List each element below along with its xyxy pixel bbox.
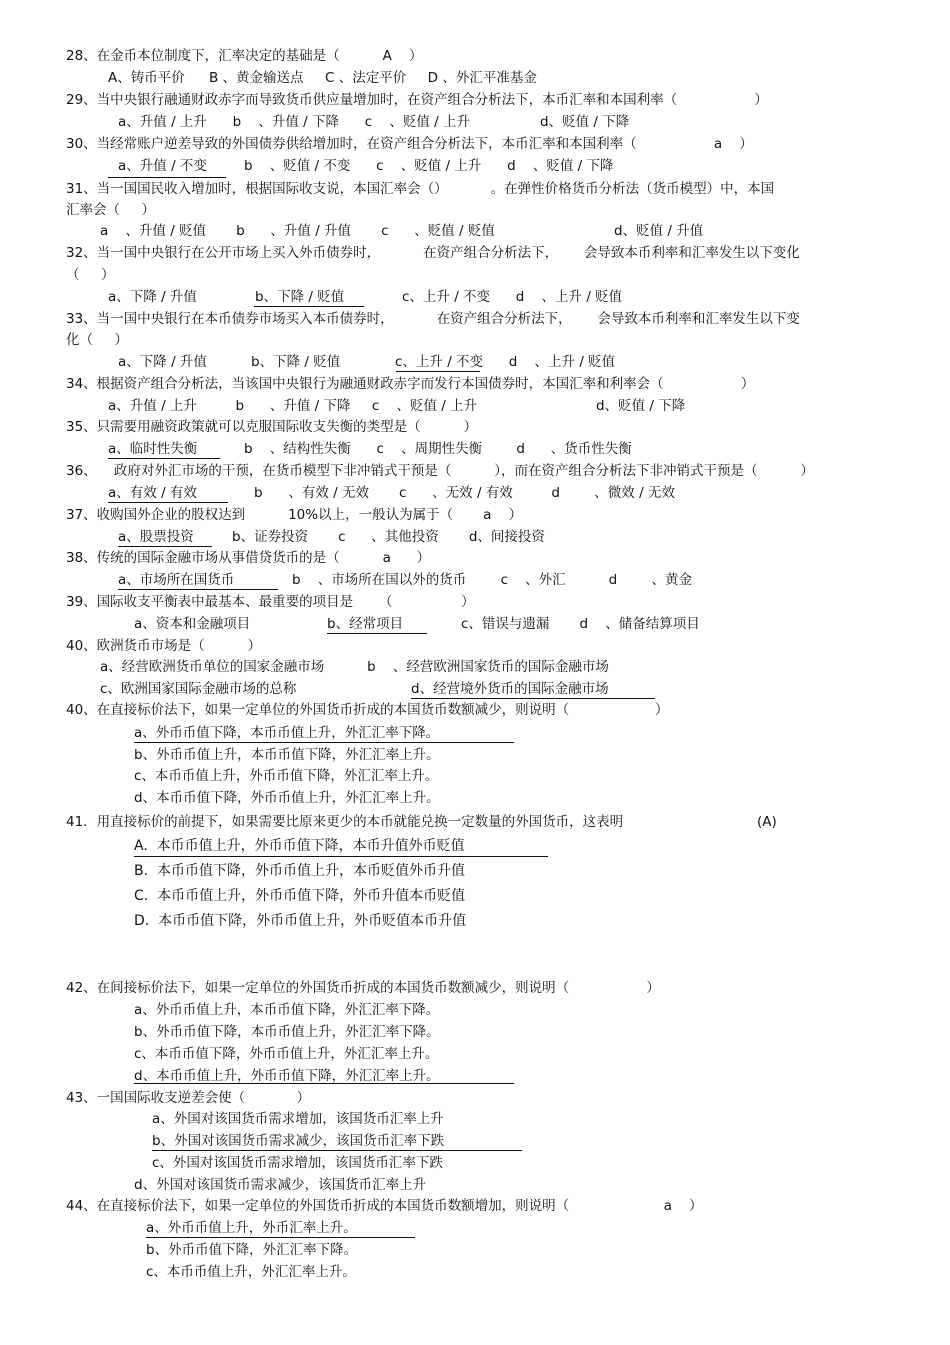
document-line: d、本币币值下降，外币币值上升，外汇汇率上升。 [134,790,440,806]
document-line: a、下降 / 升值 [108,289,197,305]
document-line: 38、传统的国际金融市场从事借贷货币的是（ a ） [66,550,431,566]
document-line: （ ） [66,267,115,283]
document-line: B 、黄金输送点 C 、法定平价 D 、外汇平准基金 [209,70,537,86]
document-line: a、升值 / 上升 b 、升值 / 下降 c 、贬值 / 上升 [118,114,470,130]
answer-underline [134,742,514,743]
document-line: b、经常项目 [327,616,404,632]
document-line: c、欧洲国家国际金融市场的总称 [100,681,297,697]
document-line: 31、当一国国民收入增加时，根据国际收支说，本国汇率会（） 。在弹性价格货币分析法（货币模型）中，本国 [66,181,775,197]
document-line: b、下降 / 贬值 [255,289,345,305]
document-line: b 、贬值 / 不变 c 、贬值 / 上升 d 、贬值 / 下降 [244,158,614,174]
document-line: 39、国际收支平衡表中最基本、最重要的项目是 （ ） [66,594,475,610]
document-line: a、下降 / 升值 [118,354,207,370]
document-line: 37、收购国外企业的股权达到 10%以上，一般认为属于（ a ） [66,507,523,523]
answer-underline [134,856,548,857]
document-line: b 、结构性失衡 c 、周期性失衡 d 、货币性失衡 [244,441,632,457]
answer-underline [118,546,212,547]
document-line: 30、当经常账户逆差导致的外国债券供给增加时，在资产组合分析法下，本币汇率和本国利率（ a ） [66,136,753,152]
document-line: a、股票投资 [118,529,194,545]
answer-underline [146,1237,415,1238]
document-line: b、外币币值上升，本币币值下降，外汇汇率上升。 [134,747,440,763]
document-line: b、证券投资 c 、其他投资 d、间接投资 [232,529,545,545]
document-line: 41．用直接标价的前提下，如果需要比原来更少的本币就能兑换一定数量的外国货币，这表明 [66,814,624,830]
document-line: a、外币币值下降，本币币值上升，外汇汇率下降。 [134,725,440,741]
document-line: 28、在金币本位制度下，汇率决定的基础是（ A ） [66,48,423,64]
document-line: c、上升 / 不变 d 、上升 / 贬值 [395,354,616,370]
document-line: a、外币币值上升，外币汇率上升。 [146,1220,357,1236]
document-line: 40、欧洲货币市场是（ ） [66,638,262,654]
answer-underline [254,306,364,307]
document-line: 40、在直接标价法下，如果一定单位的外国货币折成的本国货币数额减少，则说明（ ） [66,702,669,718]
document-line: c、上升 / 不变 d 、上升 / 贬值 [402,289,623,305]
document-line: b、外币币值下降，本币币值上升，外汇汇率下降。 [134,1024,440,1040]
document-line: 33、当一国中央银行在本币债券市场买入本币债券时， 在资产组合分析法下， 会导致本币利率和汇率发生以下变 [66,311,800,327]
document-line: d、贬值 / 下降 [596,398,686,414]
document-line: B. 本币币值下降，外币币值上升，本币贬值外币升值 [134,863,465,879]
document-line: d、经营境外货币的国际金融市场 [411,681,609,697]
document-line: a、临时性失衡 [108,441,198,457]
document-line: 汇率会（ ） [66,202,155,218]
document-line: b、下降 / 贬值 [251,354,341,370]
document-line: 化（ ） [66,332,128,348]
document-line: a、外国对该国货币需求增加，该国货币汇率上升 [152,1111,444,1127]
document-line: a、外币币值上升，本币币值下降，外汇汇率下降。 [134,1002,440,1018]
document-line: 44、在直接标价法下，如果一定单位的外国货币折成的本国货币数额增加，则说明（ a ） [66,1198,703,1214]
document-line: A、铸币平价 [108,70,185,86]
answer-underline [134,1083,514,1084]
document-line: 42、在间接标价法下，如果一定单位的外国货币折成的本国货币数额减少，则说明（ ） [66,980,660,996]
document-line: c、本币币值上升，外币币值下降，外汇汇率上升。 [134,768,439,784]
document-line: a、升值 / 不变 [118,158,207,174]
answer-underline [327,633,427,634]
document-line: (A) [757,814,777,830]
document-line: a、市场所在国货币 [118,572,235,588]
document-line: c、错误与遗漏 d 、储备结算项目 [461,616,700,632]
document-line: 32、当一国中央银行在公开市场上买入外币债券时， 在资产组合分析法下， 会导致本币利率和汇率发生以下变化 [66,245,800,261]
document-line: a 、升值 / 贬值 b 、升值 / 升值 c 、贬值 / 贬值 [100,223,495,239]
document-line: C. 本币币值上升，外币币值下降，外币升值本币贬值 [134,888,466,904]
answer-underline [108,502,228,503]
document-line: a、资本和金融项目 [134,616,251,632]
document-line: 43、一国国际收支逆差会使（ ） [66,1090,311,1106]
document-line: b 、市场所在国以外的货币 c 、外汇 d 、黄金 [292,572,692,588]
answer-underline [118,589,278,590]
document-line: A. 本币币值上升，外币币值下降，本币升值外币贬值 [134,838,465,854]
document-line: 36、 政府对外汇市场的干预，在货币模型下非冲销式干预是（ ），而在资产组合分析法下非冲销式干预是（ ） [66,463,814,479]
document-line: b、外国对该国货币需求减少，该国货币汇率下跌 [152,1133,445,1149]
document-line: a、经营欧洲货币单位的国家金融市场 b 、经营欧洲国家货币的国际金融市场 [100,659,609,675]
document-line: D. 本币币值下降，外币币值上升，外币贬值本币升值 [134,913,467,929]
document-line: c、本币币值下降，外币币值上升，外汇汇率上升。 [134,1046,439,1062]
answer-underline [396,371,480,372]
document-line: d、贬值 / 下降 [540,114,630,130]
document-line: d、贬值 / 升值 [614,223,704,239]
document-line: c、本币币值上升，外汇汇率上升。 [146,1264,356,1280]
document-line: 35、只需要用融资政策就可以克服国际收支失衡的类型是（ ） [66,419,478,435]
document-line: b、外币币值下降，外汇汇率下降。 [146,1242,358,1258]
document-line: 29、当中央银行融通财政赤字而导致货币供应量增加时，在资产组合分析法下，本币汇率和本国利率（ ） [66,92,768,108]
document-line: a、有效 / 有效 [108,485,197,501]
document-line: c、外国对该国货币需求增加，该国货币汇率下跌 [152,1155,443,1171]
answer-underline [152,1150,522,1151]
answer-underline [411,698,655,699]
document-line: a、升值 / 上升 b 、升值 / 下降 c 、贬值 / 上升 [108,398,478,414]
answer-underline [108,458,220,459]
document-line: d、外国对该国货币需求减少，该国货币汇率上升 [134,1177,427,1193]
document-line: b 、有效 / 无效 c 、无效 / 有效 d 、微效 / 无效 [254,485,675,501]
document-line: d、本币币值上升，外币币值下降，外汇汇率上升。 [134,1068,440,1084]
document-line: 34、根据资产组合分析法，当该国中央银行为融通财政赤字而发行本国债券时，本国汇率和利率会（ ） [66,376,755,392]
answer-underline [108,177,226,178]
